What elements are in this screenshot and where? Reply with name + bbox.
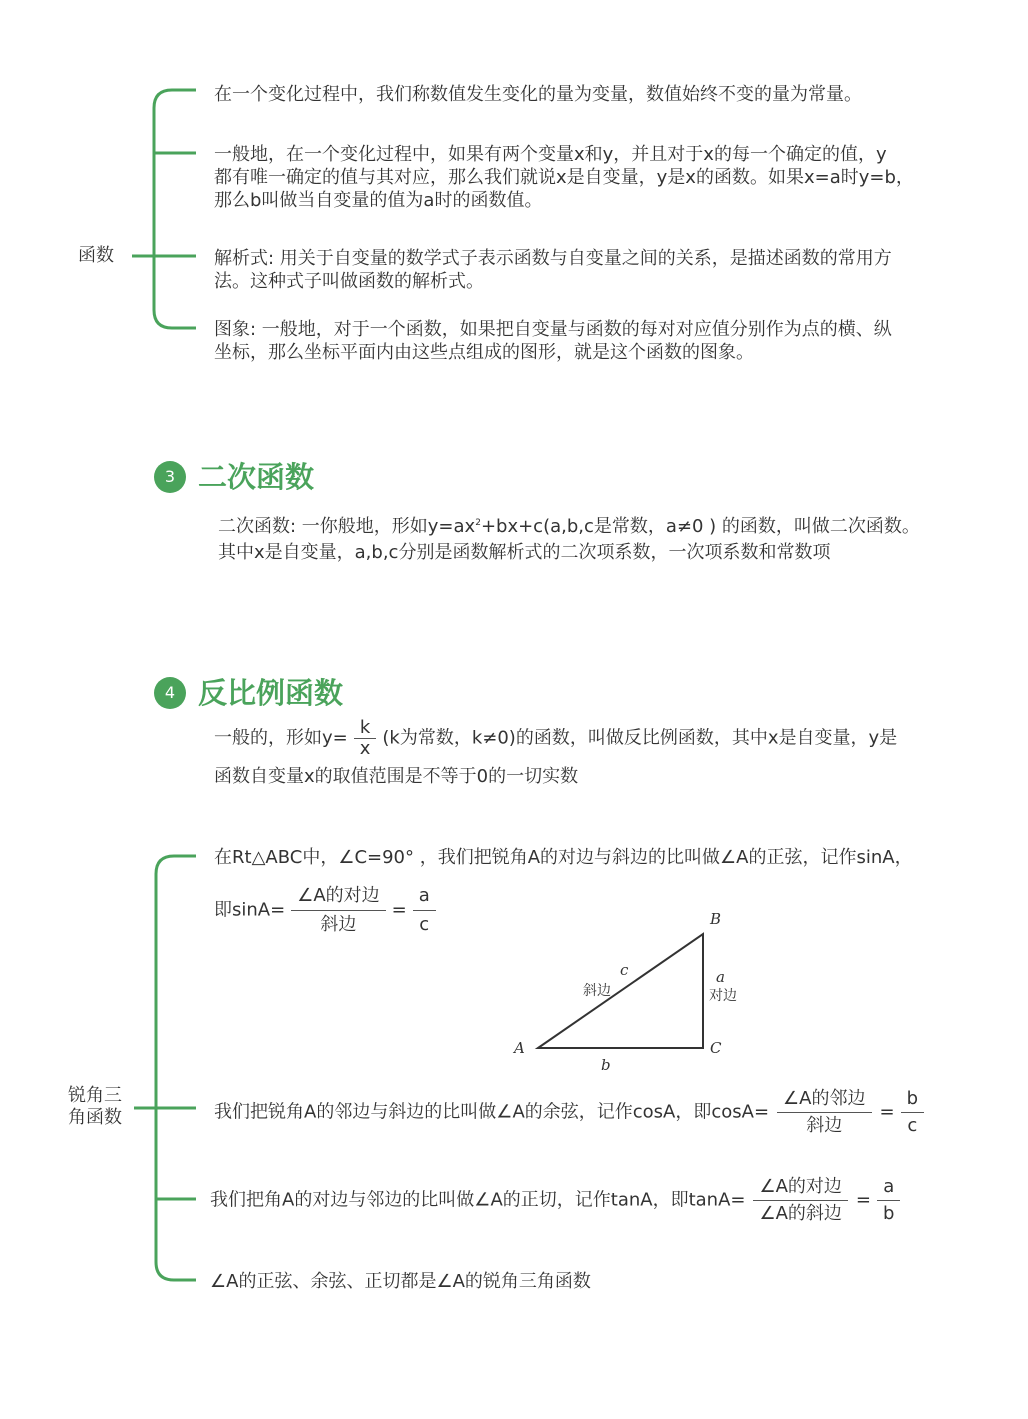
vertex-c-label: C [710,1039,722,1057]
vertex-b-label: B [710,910,722,928]
function-item-definition-3: 那么b叫做当自变量的值为a时的函数值。 [214,190,543,211]
quadratic-title: 二次函数 [198,460,315,494]
side-b-label: b [601,1056,611,1074]
section-4-badge: 4 [154,677,186,709]
sin-definition: 在Rt△ABC中，∠C=90° ，我们把锐角A的对边与斜边的比叫做∠A的正弦，记作sinA， [214,847,913,868]
function-bracket [154,90,196,328]
trig-label: 锐角三 角函数 [68,1085,122,1128]
function-item-graph-1: 图象: 一般地，对于一个函数，如果把自变量与函数的每对对应值分别作为点的横、纵 [214,319,892,340]
vertex-a-label: A [514,1039,525,1057]
quadratic-line-2: 其中x是自变量，a,b,c分别是函数解析式的二次项系数，一次项系数和常数项 [218,542,831,563]
side-c-name: 斜边 [583,983,611,999]
cos-formula: 我们把锐角A的邻边与斜边的比叫做∠A的余弦，记作cosA，即cosA= $\frac{\text{∠A的邻边}}{\text{斜边}}$ = $\frac{b}{c}$ [214,1086,924,1139]
right-triangle-diagram [500,900,760,1080]
function-item-variable: 在一个变化过程中，我们称数值发生变化的量为变量，数值始终不变的量为常量。 [214,84,862,105]
function-item-graph-2: 坐标，那么坐标平面内由这些点组成的图形，就是这个函数的图象。 [214,342,754,363]
inverse-line-2: 函数自变量x的取值范围是不等于0的一切实数 [214,766,579,787]
side-c-label: c [620,961,629,979]
sin-formula: 即sinA= $\frac{\text{∠A的对边}}{\text{斜边}}$ = $\frac{a}{c}$ [214,882,436,939]
function-item-expression-1: 解析式: 用关于自变量的数学式子表示函数与自变量之间的关系，是描述函数的常用方 [214,248,892,269]
trig-bracket [156,856,196,1280]
inverse-title: 反比例函数 [198,676,344,710]
side-a-label: a [716,968,725,986]
quadratic-line-1: 二次函数: 一你般地，形如$y=ax^2+bx+c(a,b,c$是常数，a≠0 ) 的函数，叫做二次函数。 [218,516,920,537]
trig-summary: ∠A的正弦、余弦、正切都是∠A的锐角三角函数 [210,1271,591,1292]
function-item-definition-2: 都有唯一确定的值与其对应，那么我们就说x是自变量，y是x的函数。如果x=a时y=b， [214,167,914,188]
triangle-shape [538,934,703,1048]
tan-formula: 我们把角A的对边与邻边的比叫做∠A的正切，记作tanA，即tanA= $\frac{\text{∠A的对边}}{\text{∠A的斜边}}$ = $\frac{a}{b}$ [210,1174,900,1227]
function-item-definition-1: 一般地，在一个变化过程中，如果有两个变量x和y，并且对于x的每一个确定的值，y [214,144,887,165]
function-label: 函数 [78,245,114,266]
inverse-line-1: 一般的，形如y= $\frac{k}{x}$ (k为常数，k≠0)的函数，叫做反比例函数，其中x是自变量，y是 [214,717,898,759]
function-item-expression-2: 法。这种式子叫做函数的解析式。 [214,271,484,292]
section-3-badge: 3 [154,461,186,493]
side-a-name: 对边 [709,988,737,1004]
inverse-fraction: $\frac{k}{x}$ [354,718,377,759]
